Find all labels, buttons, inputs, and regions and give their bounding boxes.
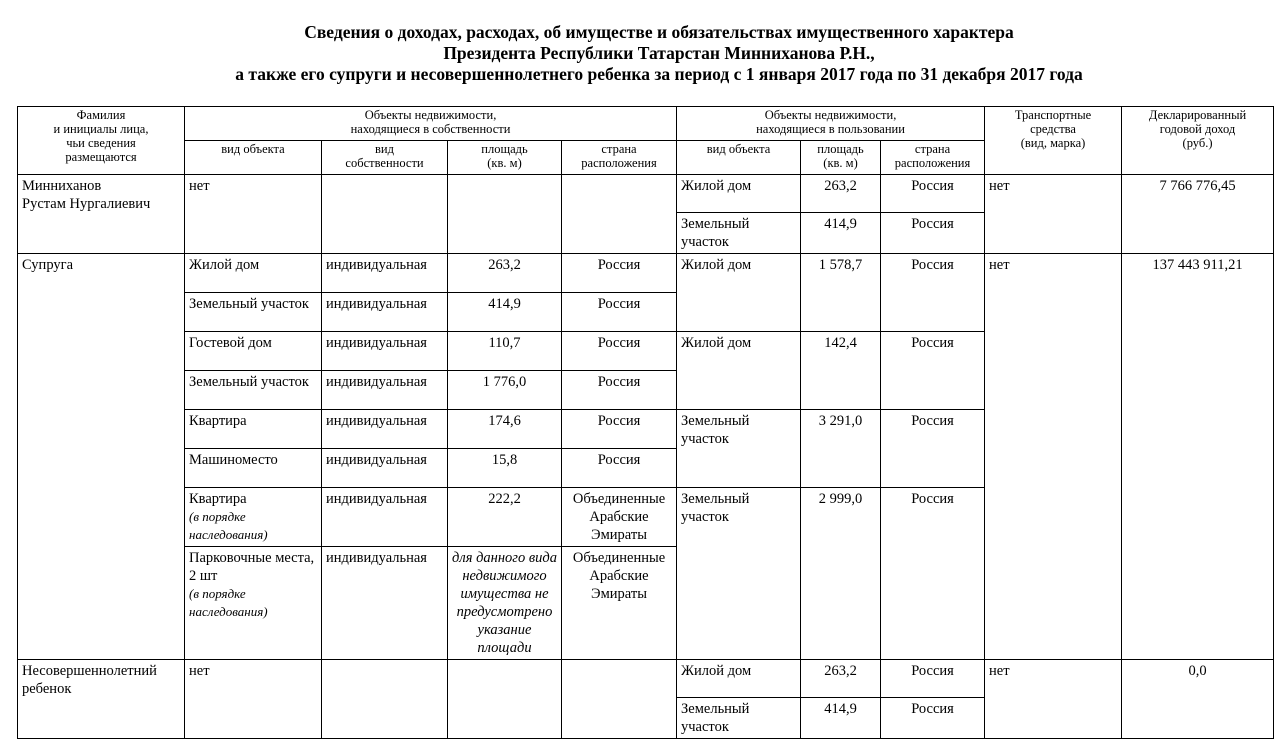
used-area-cell: 2 999,0: [801, 488, 881, 660]
owned-type-cell: нет: [185, 660, 322, 739]
used-type-cell: Земельный участок: [677, 213, 801, 254]
owned-country-cell: Объединенные Арабские Эмираты: [562, 488, 677, 547]
used-area-cell: 263,2: [801, 175, 881, 213]
owned-ownership-cell: индивидуальная: [322, 449, 448, 488]
income-cell: 7 766 776,45: [1122, 175, 1274, 254]
owned-type-cell: Квартира (в порядке наследования): [185, 488, 322, 547]
table-row: [18, 175, 1274, 213]
inheritance-note: (в порядке наследования): [189, 586, 268, 619]
owned-area-cell: 222,2: [448, 488, 562, 547]
owned-type-cell: Гостевой дом: [185, 332, 322, 371]
owned-area-cell: 110,7: [448, 332, 562, 371]
header-area: площадь (кв. м): [448, 141, 562, 175]
owned-type-cell: нет: [185, 175, 322, 254]
used-type-cell: Жилой дом: [677, 175, 801, 213]
table-row: [18, 660, 1274, 698]
inheritance-note: (в порядке наследования): [189, 509, 268, 542]
owned-area-cell: 174,6: [448, 410, 562, 449]
income-cell: 0,0: [1122, 660, 1274, 739]
title-line-1: Сведения о доходах, расходах, об имуществе и обязательствах имущественного характера: [304, 22, 1014, 42]
header-transport: Транспортные средства (вид, марка): [985, 107, 1122, 175]
used-country-cell: Россия: [881, 213, 985, 254]
declaration-table: [17, 106, 1274, 739]
used-type-cell: Жилой дом: [677, 254, 801, 332]
income-cell: 137 443 911,21: [1122, 254, 1274, 660]
used-area-cell: 414,9: [801, 213, 881, 254]
owned-ownership-cell: индивидуальная: [322, 254, 448, 293]
owned-type-cell: Жилой дом: [185, 254, 322, 293]
owned-ownership-cell: индивидуальная: [322, 547, 448, 660]
owned-type-cell: Квартира: [185, 410, 322, 449]
header-row-1: [18, 107, 1274, 141]
owned-ownership-cell: индивидуальная: [322, 488, 448, 547]
used-country-cell: Россия: [881, 410, 985, 488]
owned-ownership-cell: индивидуальная: [322, 410, 448, 449]
used-type-cell: Жилой дом: [677, 332, 801, 410]
owned-country-cell: Россия: [562, 449, 677, 488]
document-title: [0, 22, 1280, 85]
owned-country-cell: Объединенные Арабские Эмираты: [562, 547, 677, 660]
header-owned-group: Объекты недвижимости, находящиеся в собственности: [185, 107, 677, 141]
header-used-country: страна расположения: [881, 141, 985, 175]
used-type-cell: Жилой дом: [677, 660, 801, 698]
owned-country-cell: [562, 660, 677, 739]
header-used-group: Объекты недвижимости, находящиеся в пользовании: [677, 107, 985, 141]
used-country-cell: Россия: [881, 254, 985, 332]
transport-cell: нет: [985, 660, 1122, 739]
title-line-3: а также его супруги и несовершеннолетнего ребенка за период с 1 января 2017 года по 31 декабря 2017 года: [235, 64, 1083, 84]
title-line-2: Президента Республики Татарстан Минниханова Р.Н.,: [443, 43, 875, 63]
person-name: Минниханов Рустам Нургалиевич: [18, 175, 185, 254]
used-type-cell: Земельный участок: [677, 488, 801, 660]
owned-country-cell: Россия: [562, 410, 677, 449]
transport-cell: нет: [985, 175, 1122, 254]
owned-area-cell: 263,2: [448, 254, 562, 293]
header-used-area: площадь (кв. м): [801, 141, 881, 175]
used-country-cell: Россия: [881, 175, 985, 213]
used-area-cell: 263,2: [801, 660, 881, 698]
owned-area-cell: для данного вида недвижимого имущества не предусмотрено указание площади: [448, 547, 562, 660]
owned-country-cell: Россия: [562, 332, 677, 371]
table-row: [18, 254, 1274, 293]
owned-ownership-cell: индивидуальная: [322, 371, 448, 410]
owned-country-cell: Россия: [562, 371, 677, 410]
used-type-cell: Земельный участок: [677, 698, 801, 739]
used-country-cell: Россия: [881, 698, 985, 739]
owned-area-cell: [448, 175, 562, 254]
owned-ownership-cell: [322, 175, 448, 254]
used-country-cell: Россия: [881, 488, 985, 660]
owned-type-cell: Парковочные места, 2 шт (в порядке наследования): [185, 547, 322, 660]
owned-area-cell: 15,8: [448, 449, 562, 488]
owned-country-cell: [562, 175, 677, 254]
person-name: Супруга: [18, 254, 185, 660]
owned-area-cell: [448, 660, 562, 739]
owned-area-cell: 1 776,0: [448, 371, 562, 410]
header-object-type: вид объекта: [185, 141, 322, 175]
owned-country-cell: Россия: [562, 254, 677, 293]
owned-country-cell: Россия: [562, 293, 677, 332]
header-person: Фамилия и инициалы лица, чьи сведения размещаются: [18, 107, 185, 175]
owned-type-cell: Машиноместо: [185, 449, 322, 488]
owned-ownership-cell: [322, 660, 448, 739]
owned-ownership-cell: индивидуальная: [322, 293, 448, 332]
header-income: Декларированный годовой доход (руб.): [1122, 107, 1274, 175]
header-country: страна расположения: [562, 141, 677, 175]
used-type-cell: Земельный участок: [677, 410, 801, 488]
used-country-cell: Россия: [881, 332, 985, 410]
owned-type-cell: Земельный участок: [185, 371, 322, 410]
used-area-cell: 414,9: [801, 698, 881, 739]
owned-ownership-cell: индивидуальная: [322, 332, 448, 371]
person-name: Несовершеннолетний ребенок: [18, 660, 185, 739]
used-area-cell: 1 578,7: [801, 254, 881, 332]
owned-type-cell: Земельный участок: [185, 293, 322, 332]
used-area-cell: 142,4: [801, 332, 881, 410]
used-country-cell: Россия: [881, 660, 985, 698]
owned-area-cell: 414,9: [448, 293, 562, 332]
header-used-object-type: вид объекта: [677, 141, 801, 175]
used-area-cell: 3 291,0: [801, 410, 881, 488]
transport-cell: нет: [985, 254, 1122, 660]
header-ownership: вид собственности: [322, 141, 448, 175]
